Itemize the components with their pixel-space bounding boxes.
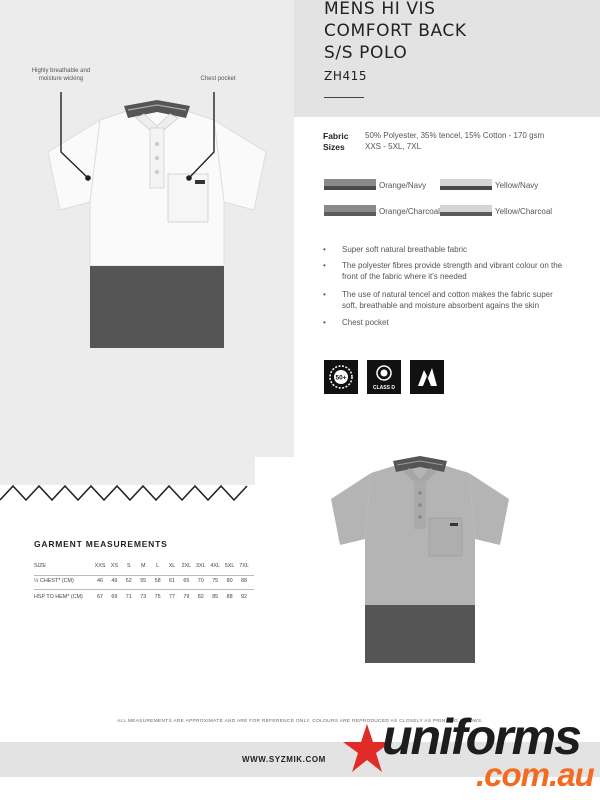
panel-strip xyxy=(0,457,255,485)
bullet-dot: • xyxy=(323,318,326,327)
footer-url-link[interactable]: WWW.SYZMIK.COM xyxy=(242,755,326,764)
measurement-value: 52 xyxy=(125,578,132,584)
colour-label-orange-navy: Orange/Navy xyxy=(379,181,427,190)
bullet-dot: • xyxy=(323,290,326,299)
size-column-header: 7XL xyxy=(239,563,249,569)
measurement-value: 65 xyxy=(183,578,190,584)
feature-item xyxy=(323,318,563,330)
title-underline xyxy=(324,97,364,98)
class-d-badge xyxy=(367,360,401,394)
size-column-header: S xyxy=(126,563,131,569)
callout-lines xyxy=(0,0,294,200)
reflective-badge xyxy=(410,360,444,394)
size-column-header: L xyxy=(156,563,160,569)
swatch-orange-navy xyxy=(324,179,376,190)
colour-label-orange-charcoal: Orange/Charcoal xyxy=(379,207,440,216)
size-column-header: XXS xyxy=(94,563,106,569)
table-rule xyxy=(34,575,254,576)
disclaimer-text: ALL MEASUREMENTS ARE APPROXIMATE AND ARE FOR REFERENCE ONLY. COLOURS ARE REPRODUCED AS CLOSELY AS PRINTING ALLOWS. xyxy=(117,719,483,724)
class-d-badge-text: CLASS D xyxy=(373,385,395,391)
size-header: SIZE xyxy=(34,563,46,569)
product-code: ZH415 xyxy=(324,69,368,83)
measurement-value: 49 xyxy=(111,578,118,584)
size-column-header: XS xyxy=(110,563,118,569)
size-column-header: XL xyxy=(168,563,176,569)
row-label: HSP TO HEM* (CM) xyxy=(34,594,83,600)
measurement-value: 88 xyxy=(226,594,233,600)
size-column-header: 3XL xyxy=(196,563,206,569)
product-title-line-3: S/S POLO xyxy=(324,43,408,63)
feature-item xyxy=(323,245,563,257)
measurement-value: 75 xyxy=(154,594,161,600)
measurement-value: 92 xyxy=(241,594,247,600)
feature-item xyxy=(323,261,563,285)
sizes-value: XXS - 5XL, 7XL xyxy=(365,142,422,151)
measurement-value: 71 xyxy=(125,594,132,600)
measurement-value: 69 xyxy=(111,594,118,600)
measurement-value: 58 xyxy=(154,578,161,584)
fabric-value: 50% Polyester, 35% tencel, 15% Cotton - 170 gsm xyxy=(365,131,545,140)
measurement-value: 55 xyxy=(140,578,147,584)
feature-text: The polyester fibres provide strength and vibrant colour on the front of the fabric where it's needed xyxy=(342,261,563,281)
watermark-domain: .com.au xyxy=(476,756,594,793)
upf-badge xyxy=(324,360,358,394)
measurement-value: 70 xyxy=(197,578,204,584)
feature-text: Chest pocket xyxy=(342,318,389,327)
fabric-label: Fabric xyxy=(323,131,349,141)
measurements-title: GARMENT MEASUREMENTS xyxy=(34,539,168,549)
measurement-value: 77 xyxy=(169,594,175,600)
size-column-header: 5XL xyxy=(224,563,235,569)
callout-chest-pocket: Chest pocket xyxy=(200,76,236,82)
measurement-value: 88 xyxy=(241,578,247,584)
callout-breathable: Highly breathable and moisture wicking xyxy=(31,68,91,82)
product-title-line-1: MENS HI VIS xyxy=(324,0,436,19)
colour-label-yellow-charcoal: Yellow/Charcoal xyxy=(495,207,553,216)
polo-grey-image xyxy=(325,453,515,665)
feature-text: The use of natural tencel and cotton makes the fabric super soft, breathable and moisture absorbent agains the skin xyxy=(342,290,553,310)
measurement-value: 82 xyxy=(197,594,204,600)
size-column-header: M xyxy=(140,563,146,569)
measurement-value: 75 xyxy=(212,578,219,584)
measurement-value: 67 xyxy=(97,594,103,600)
feature-item xyxy=(323,290,563,314)
upf-badge-text: 50+ xyxy=(335,374,347,382)
bullet-dot: • xyxy=(323,261,326,270)
measurement-value: 79 xyxy=(183,594,190,600)
title-panel xyxy=(294,0,600,117)
measurement-value: 61 xyxy=(169,578,175,584)
bullet-dot: • xyxy=(323,245,326,254)
measurement-value: 73 xyxy=(140,594,147,600)
watermark-word: uniforms xyxy=(382,709,580,765)
size-column-header: 2XL xyxy=(181,563,192,569)
feature-text: Super soft natural breathable fabric xyxy=(342,245,467,254)
swatch-yellow-charcoal xyxy=(440,205,492,216)
swatch-yellow-navy xyxy=(440,179,492,190)
swatch-orange-charcoal xyxy=(324,205,376,216)
colour-label-yellow-navy: Yellow/Navy xyxy=(495,181,539,190)
measurement-value: 80 xyxy=(226,578,233,584)
product-title-line-2: COMFORT BACK xyxy=(324,21,467,41)
measurement-value: 85 xyxy=(212,594,219,600)
table-rule xyxy=(34,589,254,590)
sizes-label: Sizes xyxy=(323,142,345,152)
size-column-header: 4XL xyxy=(210,563,220,569)
measurement-value: 46 xyxy=(97,578,103,584)
row-label: ½ CHEST* (CM) xyxy=(34,578,74,584)
zigzag-divider xyxy=(0,484,255,502)
